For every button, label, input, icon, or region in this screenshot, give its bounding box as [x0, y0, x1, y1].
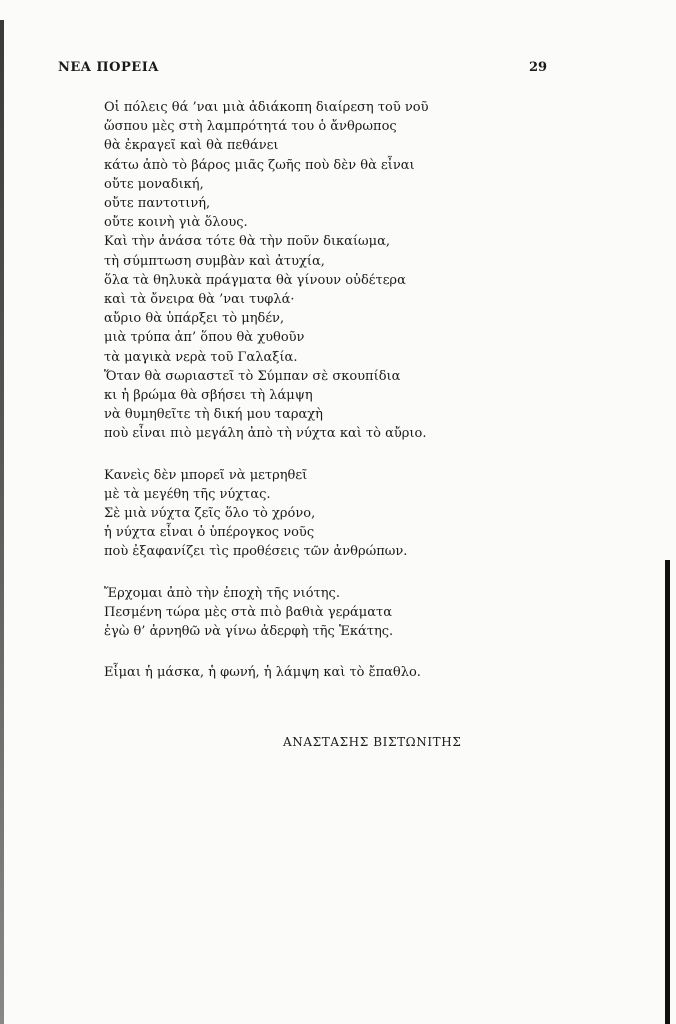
- page-right-edge-shadow: [665, 560, 670, 1024]
- poem-line: ποὺ ἐξαφανίζει τὶς προθέσεις τῶν ἀνθρώπων.: [104, 544, 408, 560]
- poem-line: Εἶμαι ἡ μάσκα, ἡ φωνή, ἡ λάμψη καὶ τὸ ἔπαθλο.: [104, 665, 421, 681]
- poem-line: ἐγὼ θ’ ἀρνηθῶ νὰ γίνω ἀδερφὴ τῆς Ἑκάτης.: [104, 624, 394, 640]
- poem-line: νὰ θυμηθεῖτε τὴ δική μου ταραχὴ: [104, 407, 323, 423]
- poem-line: αὔριο θὰ ὑπάρξει τὸ μηδέν,: [104, 311, 285, 327]
- poem-line: οὔτε μοναδική,: [104, 176, 204, 192]
- poem-line: Σὲ μιὰ νύχτα ζεῖς ὅλο τὸ χρόνο,: [104, 506, 316, 522]
- poem-line: τὰ μαγικὰ νερὰ τοῦ Γαλαξία.: [104, 349, 298, 365]
- poem-line: Ἔρχομαι ἀπὸ τὴν ἐποχὴ τῆς νιότης.: [104, 585, 340, 601]
- page-number: 29: [529, 60, 548, 75]
- running-header-title: ΝΕΑ ΠΟΡΕΙΑ: [58, 60, 159, 75]
- poem-body: [104, 98, 504, 704]
- poem-line: Κανεὶς δὲν μπορεῖ νὰ μετρηθεῖ: [104, 467, 308, 483]
- poem-line: Ὅταν θὰ σωριαστεῖ τὸ Σύμπαν σὲ σκουπίδια: [104, 368, 401, 384]
- poem-line: Οἱ πόλεις θά ’ναι μιὰ ἀδιάκοπη διαίρεση τοῦ νοῦ: [104, 100, 429, 115]
- poem-stanza: [104, 584, 504, 642]
- poem-line: μιὰ τρύπα ἀπ’ ὅπου θὰ χυθοῦν: [104, 330, 305, 346]
- poem-line: οὔτε κοινὴ γιὰ ὅλους.: [104, 215, 248, 231]
- poem-line: τὴ σύμπτωση συμβὰν καὶ ἀτυχία,: [104, 253, 325, 269]
- page-left-edge-shadow: [0, 20, 4, 1024]
- poem-line: καὶ τὰ ὄνειρα θὰ ’ναι τυφλά·: [104, 292, 295, 308]
- poem-stanza: [104, 466, 504, 562]
- poem-line: κάτω ἀπὸ τὸ βάρος μιᾶς ζωῆς ποὺ δὲν θὰ εἶναι: [104, 157, 415, 173]
- poem-line: ἡ νύχτα εἶναι ὁ ὑπέρογκος νοῦς: [104, 525, 315, 541]
- poem-author: ΑΝΑΣΤΑΣΗΣ ΒΙΣΤΩΝΙΤΗΣ: [283, 735, 462, 749]
- poem-line: Πεσμένη τώρα μὲς στὰ πιὸ βαθιὰ γεράματα: [104, 604, 392, 620]
- poem-line: κι ἡ βρώμα θὰ σβήσει τὴ λάμψη: [104, 388, 313, 404]
- poem-line: Καὶ τὴν ἀνάσα τότε θὰ τὴν ποῦν δικαίωμα,: [104, 234, 391, 250]
- poem-line: ὥσπου μὲς στὴ λαμπρότητά του ὁ ἄνθρωπος: [104, 119, 397, 135]
- poem-line: ὅλα τὰ θηλυκὰ πράγματα θὰ γίνουν οὐδέτερα: [104, 272, 406, 288]
- poem-line: μὲ τὰ μεγέθη τῆς νύχτας.: [104, 486, 271, 502]
- poem-stanza: [104, 663, 504, 682]
- poem-line: οὔτε παντοτινή,: [104, 196, 211, 212]
- poem-line: ποὺ εἶναι πιὸ μεγάλη ἀπὸ τὴ νύχτα καὶ τὸ αὔριο.: [104, 426, 427, 442]
- poem-stanza: [104, 98, 504, 444]
- poem-line: θὰ ἐκραγεῖ καὶ θὰ πεθάνει: [104, 138, 279, 154]
